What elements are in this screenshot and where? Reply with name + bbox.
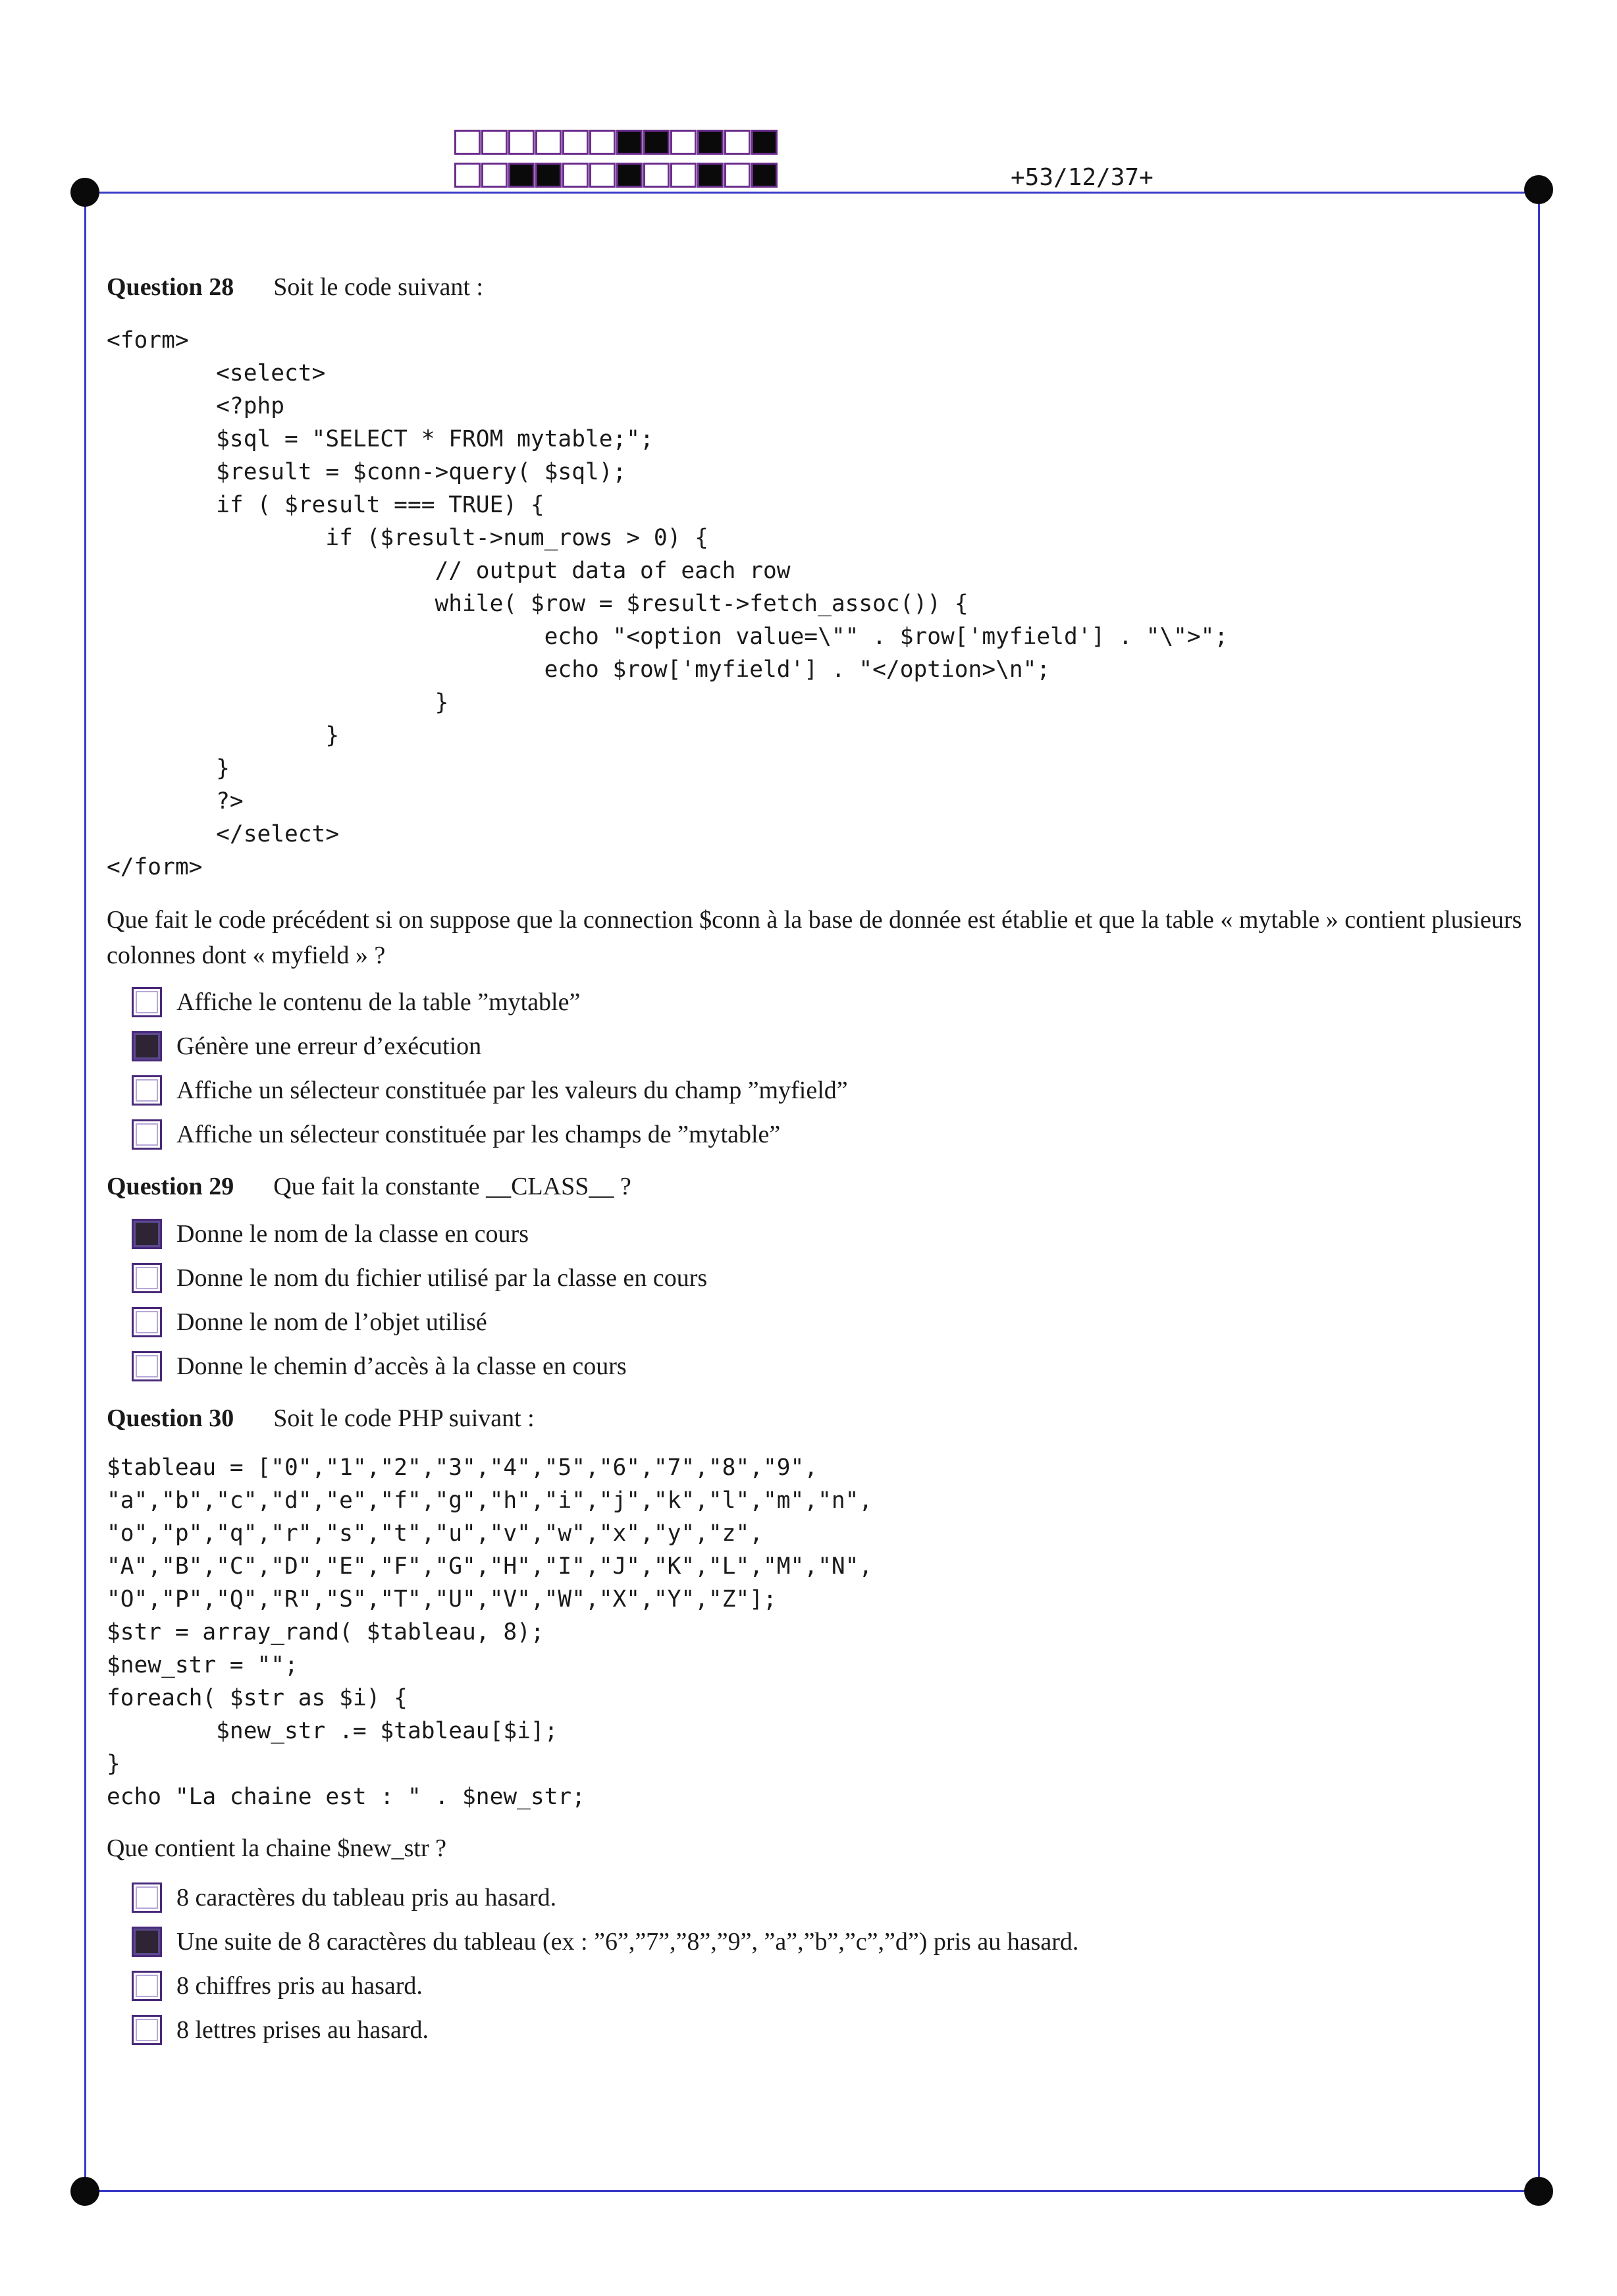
answer-list bbox=[107, 1875, 1529, 2052]
question-header bbox=[107, 270, 1529, 304]
code-bit bbox=[589, 130, 616, 155]
code-bit bbox=[616, 130, 643, 155]
answer-label: Donne le nom de l’objet utilisé bbox=[176, 1308, 487, 1336]
answer-label: Donne le nom du fichier utilisé par la classe en cours bbox=[176, 1264, 708, 1292]
code-bit bbox=[643, 163, 670, 188]
code-bit bbox=[481, 163, 508, 188]
question-text: Que contient la chaine $new_str ? bbox=[107, 1834, 446, 1862]
code-bit bbox=[535, 163, 562, 188]
page-id: +53/12/37+ bbox=[1011, 164, 1153, 191]
code-bit bbox=[508, 163, 535, 188]
answer-label: Donne le chemin d’accès à la classe en cours bbox=[176, 1352, 627, 1380]
question-30 bbox=[107, 1401, 1529, 2052]
answer-label: 8 caractères du tableau pris au hasard. bbox=[176, 1883, 557, 1911]
checkbox[interactable] bbox=[132, 1263, 162, 1293]
answer-option[interactable] bbox=[132, 1875, 1529, 1919]
question-header bbox=[107, 1169, 1529, 1204]
code-bit bbox=[751, 163, 778, 188]
answer-label: 8 lettres prises au hasard. bbox=[176, 2016, 429, 2044]
code-bit bbox=[454, 130, 481, 155]
answer-option[interactable] bbox=[132, 1068, 1529, 1112]
code-bit bbox=[751, 130, 778, 155]
question-header bbox=[107, 1401, 1529, 1435]
header-code-row-2 bbox=[454, 163, 778, 188]
answer-label: 8 chiffres pris au hasard. bbox=[176, 1971, 423, 2000]
code-bit bbox=[697, 163, 724, 188]
answer-label: Affiche un sélecteur constituée par les valeurs du champ ”myfield” bbox=[176, 1076, 848, 1104]
answer-option[interactable] bbox=[132, 1256, 1529, 1300]
checkbox[interactable] bbox=[132, 1075, 162, 1106]
code-bit bbox=[643, 130, 670, 155]
question-prompt: Soit le code suivant : bbox=[273, 273, 483, 301]
question-number: Question 30 bbox=[107, 1404, 234, 1432]
question-number: Question 28 bbox=[107, 273, 234, 301]
question-29 bbox=[107, 1169, 1529, 1388]
code-bit bbox=[562, 163, 589, 188]
corner-mark-top-right bbox=[1524, 175, 1553, 204]
code-bit bbox=[589, 163, 616, 188]
checkbox[interactable] bbox=[132, 1351, 162, 1381]
answer-label: Donne le nom de la classe en cours bbox=[176, 1219, 529, 1248]
checkbox[interactable] bbox=[132, 1971, 162, 2001]
checkbox-checked[interactable] bbox=[132, 1927, 162, 1957]
answer-option[interactable] bbox=[132, 980, 1529, 1024]
checkbox-checked[interactable] bbox=[132, 1219, 162, 1249]
answer-list bbox=[107, 980, 1529, 1156]
frame-right-line bbox=[1538, 192, 1540, 2191]
code-bit bbox=[670, 130, 697, 155]
checkbox[interactable] bbox=[132, 2015, 162, 2045]
answer-option[interactable] bbox=[132, 1919, 1529, 1963]
exam-content bbox=[107, 270, 1529, 2052]
frame-bottom-line bbox=[86, 2190, 1539, 2192]
checkbox[interactable] bbox=[132, 1307, 162, 1337]
checkbox[interactable] bbox=[132, 987, 162, 1017]
code-bit bbox=[454, 163, 481, 188]
answer-option[interactable] bbox=[132, 1024, 1529, 1068]
code-bit bbox=[724, 130, 751, 155]
code-bit bbox=[697, 130, 724, 155]
answer-label: Affiche un sélecteur constituée par les champs de ”mytable” bbox=[176, 1120, 781, 1148]
corner-mark-top-left bbox=[70, 178, 99, 207]
code-bit bbox=[562, 130, 589, 155]
answer-option[interactable] bbox=[132, 2008, 1529, 2052]
answer-list bbox=[107, 1212, 1529, 1388]
answer-label: Affiche le contenu de la table ”mytable” bbox=[176, 988, 581, 1016]
corner-mark-bottom-right bbox=[1524, 2177, 1553, 2206]
header-code-row-1 bbox=[454, 130, 778, 155]
answer-label: Génère une erreur d’exécution bbox=[176, 1032, 482, 1060]
code-block: $tableau = ["0","1","2","3","4","5","6","7","8","9", "a","b","c","d","e","f","g","h","i","j","k","l","m","n", "o","p","q","r","s","t","u","v","w","x","y","z", "A","B","C","D","E","F","G","H","I","J","K","L","M","N", "O","P","Q","R","S","T","U","V","W","X","Y","Z"]; $str = array_rand( $tableau, 8); $new_str = ""; foreach( $str as $i) { $new_str .= $tableau[$i]; } echo "La chaine est : " . $new_str; bbox=[107, 1455, 873, 1810]
question-prompt: Que fait la constante __CLASS__ ? bbox=[273, 1173, 631, 1200]
question-prompt: Soit le code PHP suivant : bbox=[273, 1404, 535, 1432]
code-bit bbox=[508, 130, 535, 155]
code-bit bbox=[481, 130, 508, 155]
question-text: Que fait le code précédent si on suppose que la connection $conn à la base de donnée est établie et que la table « mytable » contient plusieurs colonnes dont « myfield » ? bbox=[107, 906, 1522, 969]
corner-mark-bottom-left bbox=[70, 2177, 99, 2206]
question-28 bbox=[107, 270, 1529, 1156]
question-number: Question 29 bbox=[107, 1173, 234, 1200]
checkbox-checked[interactable] bbox=[132, 1031, 162, 1061]
answer-option[interactable] bbox=[132, 1212, 1529, 1256]
code-bit bbox=[724, 163, 751, 188]
code-bit bbox=[535, 130, 562, 155]
answer-option[interactable] bbox=[132, 1344, 1529, 1388]
code-block: <form> <select> <?php $sql = "SELECT * FROM mytable;"; $result = $conn->query( $sql); if ( $result === TRUE) { if ($result->num_rows > 0) { // output data of each row while( $row = $result->fetch_assoc()) { echo "<option value=\"" . $row['myfield'] . "\">"; echo $row['myfield'] . "</option>\n"; } } } ?> </select> </form> bbox=[107, 327, 1229, 880]
answer-option[interactable] bbox=[132, 1963, 1529, 2008]
code-bit bbox=[670, 163, 697, 188]
code-bit bbox=[616, 163, 643, 188]
answer-option[interactable] bbox=[132, 1112, 1529, 1156]
checkbox[interactable] bbox=[132, 1882, 162, 1913]
checkbox[interactable] bbox=[132, 1119, 162, 1150]
answer-label: Une suite de 8 caractères du tableau (ex : ”6”,”7”,”8”,”9”, ”a”,”b”,”c”,”d”) pris au hasard. bbox=[176, 1927, 1079, 1956]
frame-top-line bbox=[86, 192, 1539, 194]
answer-option[interactable] bbox=[132, 1300, 1529, 1344]
frame-left-line bbox=[84, 192, 86, 2191]
